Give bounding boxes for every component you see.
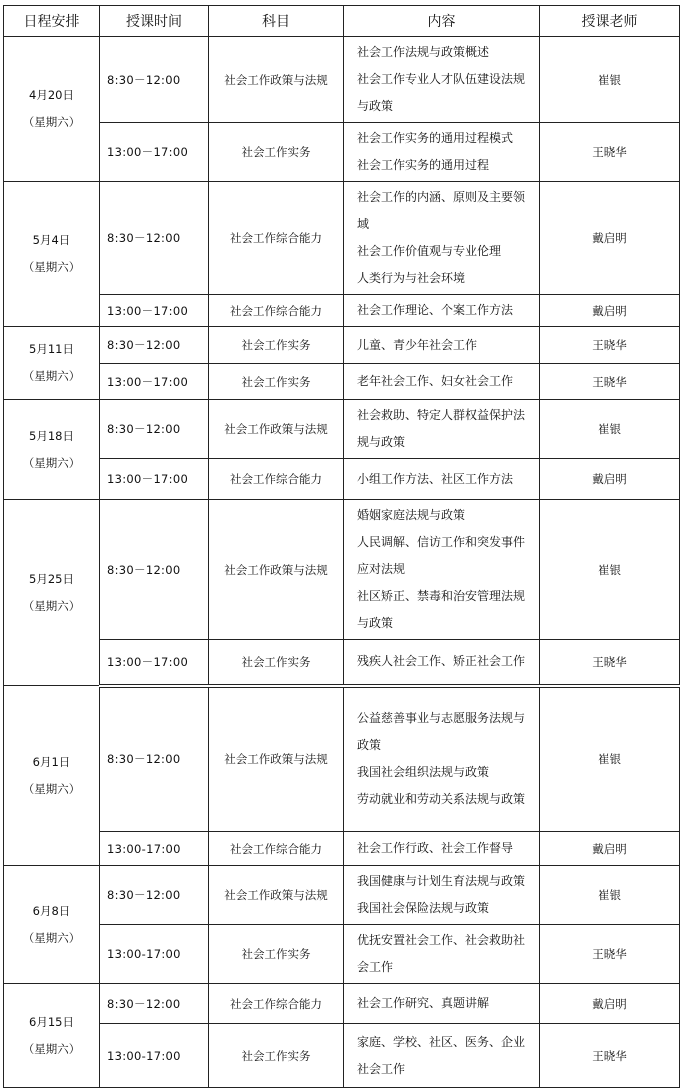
date-cell [4,866,100,984]
weekday-label: （星期六） [22,598,81,613]
content-line: 社会工作研究、真题讲解 [357,996,490,1010]
time-cell: 8:30－12:00 [100,984,209,1024]
teacher-cell: 崔银 [540,37,680,123]
session-row [4,984,680,1024]
content-line: 社区矫正、禁毒和治安管理法规 [357,589,526,603]
time-cell: 13:00－17:00 [100,640,209,686]
session-row [4,400,680,459]
teacher-cell: 王晓华 [540,123,680,182]
date-cell [4,400,100,500]
session-row [4,182,680,295]
content-line: 家庭、学校、社区、医务、企业 [357,1034,526,1049]
time-cell: 8:30－12:00 [100,866,209,925]
date-cell [4,182,100,327]
content-cell [344,37,540,123]
session-row [4,37,680,123]
teacher-cell: 王晓华 [540,640,680,686]
content-line: 优抚安置社会工作、社会救助社 [357,933,526,947]
time-cell: 8:30－12:00 [100,400,209,459]
content-line: 会工作 [357,960,394,974]
teacher-cell: 戴启明 [540,832,680,866]
schedule-body [4,37,680,1088]
date-cell [4,984,100,1088]
date-cell [4,686,100,866]
content-line: 婚姻家庭法规与政策 [357,508,466,522]
session-row [4,500,680,640]
subject-cell: 社会工作实务 [209,327,344,364]
weekday-label: （星期六） [22,455,81,470]
subject-cell: 社会工作政策与法规 [209,686,344,832]
content-line: 残疾人社会工作、矫正社会工作 [357,654,526,669]
content-line: 规与政策 [357,435,406,449]
weekday-label: （星期六） [22,260,81,274]
subject-cell: 社会工作实务 [209,364,344,400]
time-cell: 13:00－17:00 [100,295,209,327]
time-cell: 13:00－17:00 [100,364,209,400]
date-label: 4月20日 [29,88,74,102]
content-line: 人类行为与社会环境 [357,271,466,285]
subject-cell: 社会工作综合能力 [209,295,344,327]
session-row [4,295,680,327]
content-cell [344,500,540,640]
content-line: 域 [357,217,370,231]
time-cell: 8:30－12:00 [100,686,209,832]
time-cell: 8:30－12:00 [100,37,209,123]
content-cell [344,364,540,400]
content-line: 政策 [357,738,382,753]
content-line: 小组工作方法、社区工作方法 [357,471,514,486]
subject-cell: 社会工作综合能力 [209,832,344,866]
teacher-cell: 崔银 [540,686,680,832]
subject-cell: 社会工作政策与法规 [209,37,344,123]
date-cell [4,500,100,686]
header-date: 日程安排 [4,6,100,37]
content-line: 我国社会组织法规与政策 [357,765,490,780]
subject-cell: 社会工作综合能力 [209,459,344,500]
time-cell: 13:00-17:00 [100,925,209,984]
header-subject: 科目 [209,6,344,37]
header-content: 内容 [344,6,540,37]
schedule-table [3,5,680,1088]
weekday-label: （星期六） [22,1041,81,1056]
time-cell: 8:30－12:00 [100,327,209,364]
date-cell [4,327,100,400]
content-line: 儿童、青少年社会工作 [357,337,478,352]
weekday-label: （星期六） [22,930,81,945]
session-row [4,459,680,500]
teacher-cell: 王晓华 [540,925,680,984]
teacher-cell: 崔银 [540,866,680,925]
content-cell [344,640,540,686]
weekday-label: （星期六） [22,369,81,383]
time-cell: 13:00－17:00 [100,459,209,500]
content-line: 社会工作实务的通用过程模式 [357,131,514,145]
date-cell [4,37,100,182]
subject-cell: 社会工作综合能力 [209,984,344,1024]
content-cell [344,459,540,500]
time-cell: 8:30－12:00 [100,182,209,295]
time-cell: 8:30－12:00 [100,500,209,640]
content-cell [344,182,540,295]
content-line: 我国健康与计划生育法规与政策 [357,874,526,888]
content-cell [344,866,540,925]
content-line: 公益慈善事业与志愿服务法规与 [357,711,526,726]
session-row [4,866,680,925]
content-cell [344,925,540,984]
content-line: 老年社会工作、妇女社会工作 [357,374,514,388]
content-line: 我国社会保险法规与政策 [357,901,490,915]
teacher-cell: 王晓华 [540,1024,680,1088]
session-row [4,364,680,400]
content-cell [344,686,540,832]
session-row [4,640,680,686]
subject-cell: 社会工作政策与法规 [209,500,344,640]
subject-cell: 社会工作实务 [209,1024,344,1088]
teacher-cell: 崔银 [540,500,680,640]
teacher-cell: 戴启明 [540,459,680,500]
content-cell [344,1024,540,1088]
session-row [4,327,680,364]
session-row [4,832,680,866]
date-label: 5月18日 [29,428,74,443]
teacher-cell: 戴启明 [540,295,680,327]
time-cell: 13:00-17:00 [100,832,209,866]
content-line: 社会工作实务的通用过程 [357,158,490,172]
content-line: 与政策 [357,99,394,113]
content-cell [344,984,540,1024]
content-line: 社会工作专业人才队伍建设法规 [357,72,526,86]
session-row [4,1024,680,1088]
subject-cell: 社会工作综合能力 [209,182,344,295]
subject-cell: 社会工作政策与法规 [209,866,344,925]
teacher-cell: 王晓华 [540,364,680,400]
teacher-cell: 戴启明 [540,182,680,295]
teacher-cell: 戴启明 [540,984,680,1024]
content-line: 社会工作行政、社会工作督导 [357,841,514,855]
weekday-label: （星期六） [22,115,81,129]
time-cell: 13:00-17:00 [100,1024,209,1088]
header-time: 授课时间 [100,6,209,37]
subject-cell: 社会工作实务 [209,925,344,984]
subject-cell: 社会工作政策与法规 [209,400,344,459]
date-label: 6月15日 [29,1014,74,1029]
content-line: 与政策 [357,616,394,630]
date-label: 5月11日 [29,342,74,356]
content-cell [344,327,540,364]
header-row [4,6,680,37]
date-label: 6月8日 [32,903,71,918]
session-row [4,925,680,984]
content-line: 社会工作法规与政策概述 [357,45,490,59]
weekday-label: （星期六） [22,781,81,796]
content-line: 劳动就业和劳动关系法规与政策 [357,792,526,807]
date-label: 5月25日 [29,571,74,586]
time-cell: 13:00－17:00 [100,123,209,182]
subject-cell: 社会工作实务 [209,123,344,182]
content-line: 社会工作价值观与专业伦理 [357,244,502,258]
content-cell [344,295,540,327]
content-cell [344,400,540,459]
content-line: 社会工作理论、个案工作方法 [357,303,514,317]
content-line: 应对法规 [357,562,406,576]
teacher-cell: 崔银 [540,400,680,459]
content-line: 社会工作的内涵、原则及主要领 [357,190,526,204]
teacher-cell: 王晓华 [540,327,680,364]
content-line: 人民调解、信访工作和突发事件 [357,535,526,549]
session-row [4,686,680,832]
date-label: 6月1日 [32,754,71,769]
content-cell [344,832,540,866]
subject-cell: 社会工作实务 [209,640,344,686]
header-teacher: 授课老师 [540,6,680,37]
date-label: 5月4日 [32,233,71,247]
content-cell [344,123,540,182]
content-line: 社会工作 [357,1061,406,1076]
content-line: 社会救助、特定人群权益保护法 [357,408,526,422]
session-row [4,123,680,182]
